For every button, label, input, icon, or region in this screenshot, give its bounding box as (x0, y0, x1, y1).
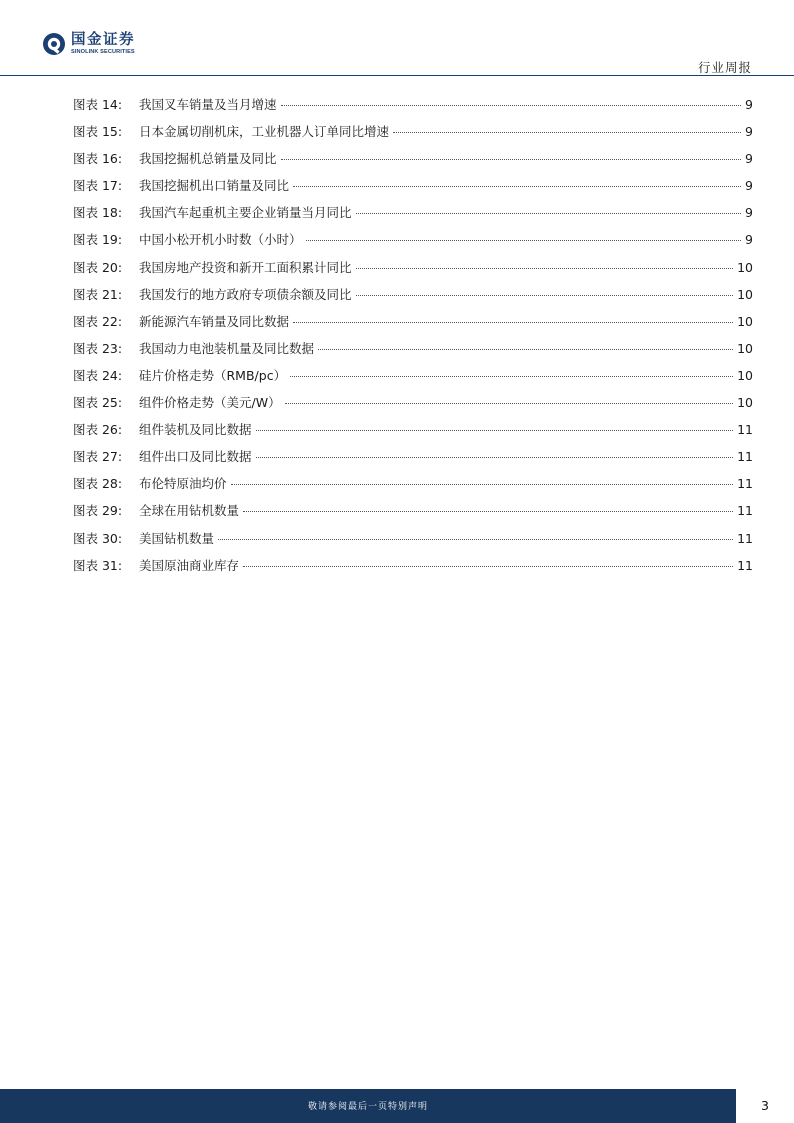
toc-leader-dots (306, 240, 742, 241)
page-number: 3 (761, 1098, 769, 1113)
toc-entry-page: 10 (737, 286, 753, 302)
toc-leader-dots (281, 159, 742, 160)
toc-entry-label: 图表 24: (73, 367, 123, 383)
company-logo (42, 32, 135, 56)
toc-entry-label: 图表 28: (73, 476, 123, 492)
toc-entry[interactable] (73, 447, 753, 474)
toc-entry-label: 图表 25: (73, 395, 123, 411)
toc-leader-dots (356, 213, 742, 214)
page-footer (0, 1089, 794, 1123)
toc-leader-dots (281, 105, 742, 106)
toc-entry-page: 9 (745, 205, 753, 221)
toc-entry-page: 10 (737, 395, 753, 411)
toc-entry-label: 图表 30: (73, 530, 123, 546)
toc-leader-dots (393, 132, 741, 133)
toc-entry-title: 组件价格走势（美元/W） (139, 395, 281, 411)
toc-leader-dots (356, 268, 734, 269)
toc-entry-title: 我国叉车销量及当月增速 (139, 97, 277, 112)
toc-entry[interactable] (73, 230, 753, 257)
toc-entry[interactable] (73, 122, 753, 149)
toc-entry-page: 10 (737, 259, 753, 275)
toc-leader-dots (256, 457, 734, 458)
toc-entry[interactable] (73, 95, 753, 122)
toc-entry-page: 10 (737, 340, 753, 356)
toc-entry-page: 9 (745, 151, 753, 167)
toc-entry-label: 图表 20: (73, 259, 123, 275)
toc-entry[interactable] (73, 556, 753, 583)
toc-entry-title: 美国钻机数量 (139, 530, 215, 546)
toc-entry-title: 布伦特原油均价 (139, 476, 227, 492)
toc-entry[interactable] (73, 176, 753, 203)
toc-entry-label: 图表 18: (73, 205, 123, 221)
toc-entry[interactable] (73, 529, 753, 556)
toc-entry-title: 新能源汽车销量及同比数据 (139, 313, 290, 329)
toc-entry-label: 图表 16: (73, 151, 123, 167)
toc-entry-page: 9 (745, 178, 753, 194)
toc-leader-dots (293, 186, 741, 187)
toc-entry-title: 我国动力电池装机量及同比数据 (139, 340, 315, 356)
toc-leader-dots (290, 376, 733, 377)
toc-entry-label: 图表 21: (73, 286, 123, 302)
toc-entry[interactable] (73, 149, 753, 176)
toc-entry-page: 11 (737, 503, 753, 519)
toc-entry-label: 图表 19: (73, 232, 123, 248)
toc-entry-title: 我国汽车起重机主要企业销量当月同比 (139, 205, 352, 221)
toc-entry-label: 图表 31: (73, 557, 123, 573)
toc-entry-title: 我国挖掘机总销量及同比 (139, 151, 277, 167)
toc-entry[interactable] (73, 501, 753, 528)
page-header (0, 0, 794, 76)
toc-leader-dots (243, 511, 733, 512)
sinolink-logo-icon (42, 32, 66, 56)
toc-entry-page: 11 (737, 476, 753, 492)
toc-entry-page: 11 (737, 422, 753, 438)
toc-entry[interactable] (73, 393, 753, 420)
toc-entry-label: 图表 29: (73, 503, 123, 519)
toc-leader-dots (285, 403, 734, 404)
toc-leader-dots (243, 566, 733, 567)
toc-entry-page: 11 (737, 557, 753, 573)
logo-chinese-name: 国金证券 (71, 31, 135, 48)
toc-entry[interactable] (73, 258, 753, 285)
toc-entry-label: 图表 26: (73, 422, 123, 438)
toc-entry-label: 图表 14: (73, 97, 123, 112)
toc-entry-label: 图表 27: (73, 449, 123, 465)
toc-entry-title: 我国房地产投资和新开工面积累计同比 (139, 259, 352, 275)
report-type: 行业周报 (697, 60, 752, 75)
toc-entry-title: 我国挖掘机出口销量及同比 (139, 178, 290, 194)
toc-entry-label: 图表 17: (73, 178, 123, 194)
toc-entry-label: 图表 15: (73, 124, 123, 140)
toc-entry-page: 11 (737, 530, 753, 546)
toc-entry-page: 9 (745, 124, 753, 140)
toc-entry-title: 中国小松开机小时数（小时） (139, 232, 302, 248)
header-divider (0, 75, 794, 76)
toc-entry-page: 9 (745, 232, 753, 248)
toc-entry[interactable] (73, 285, 753, 312)
toc-entry-title: 组件出口及同比数据 (139, 449, 252, 465)
logo-english-name: SINOLINK SECURITIES (71, 48, 135, 55)
toc-leader-dots (356, 295, 734, 296)
toc-entry-page: 10 (737, 367, 753, 383)
toc-entry-title: 硅片价格走势（RMB/pc） (139, 367, 287, 383)
toc-entry-title: 美国原油商业库存 (139, 557, 240, 573)
toc-leader-dots (293, 322, 733, 323)
toc-leader-dots (256, 430, 734, 431)
toc-leader-dots (231, 484, 734, 485)
toc-entry[interactable] (73, 420, 753, 447)
toc-entry-page: 11 (737, 449, 753, 465)
toc-entry-title: 组件装机及同比数据 (139, 422, 252, 438)
toc-entry[interactable] (73, 474, 753, 501)
toc-entry-title: 我国发行的地方政府专项债余额及同比 (139, 286, 352, 302)
toc-entry-label: 图表 23: (73, 340, 123, 356)
toc-entry[interactable] (73, 203, 753, 230)
toc-leader-dots (218, 539, 733, 540)
toc-entry-label: 图表 22: (73, 313, 123, 329)
toc-entry-title: 日本金属切削机床，工业机器人订单同比增速 (139, 124, 390, 140)
toc-leader-dots (318, 349, 733, 350)
disclaimer-note: 敬请参阅最后一页特别声明 (307, 1102, 428, 1112)
toc-entry[interactable] (73, 312, 753, 339)
toc-entry-title: 全球在用钻机数量 (139, 503, 240, 519)
toc-entry-page: 9 (745, 97, 753, 112)
toc-entry[interactable] (73, 366, 753, 393)
table-of-figures (73, 95, 753, 583)
toc-entry-page: 10 (737, 313, 753, 329)
footer-bar (0, 1089, 736, 1123)
toc-entry[interactable] (73, 339, 753, 366)
